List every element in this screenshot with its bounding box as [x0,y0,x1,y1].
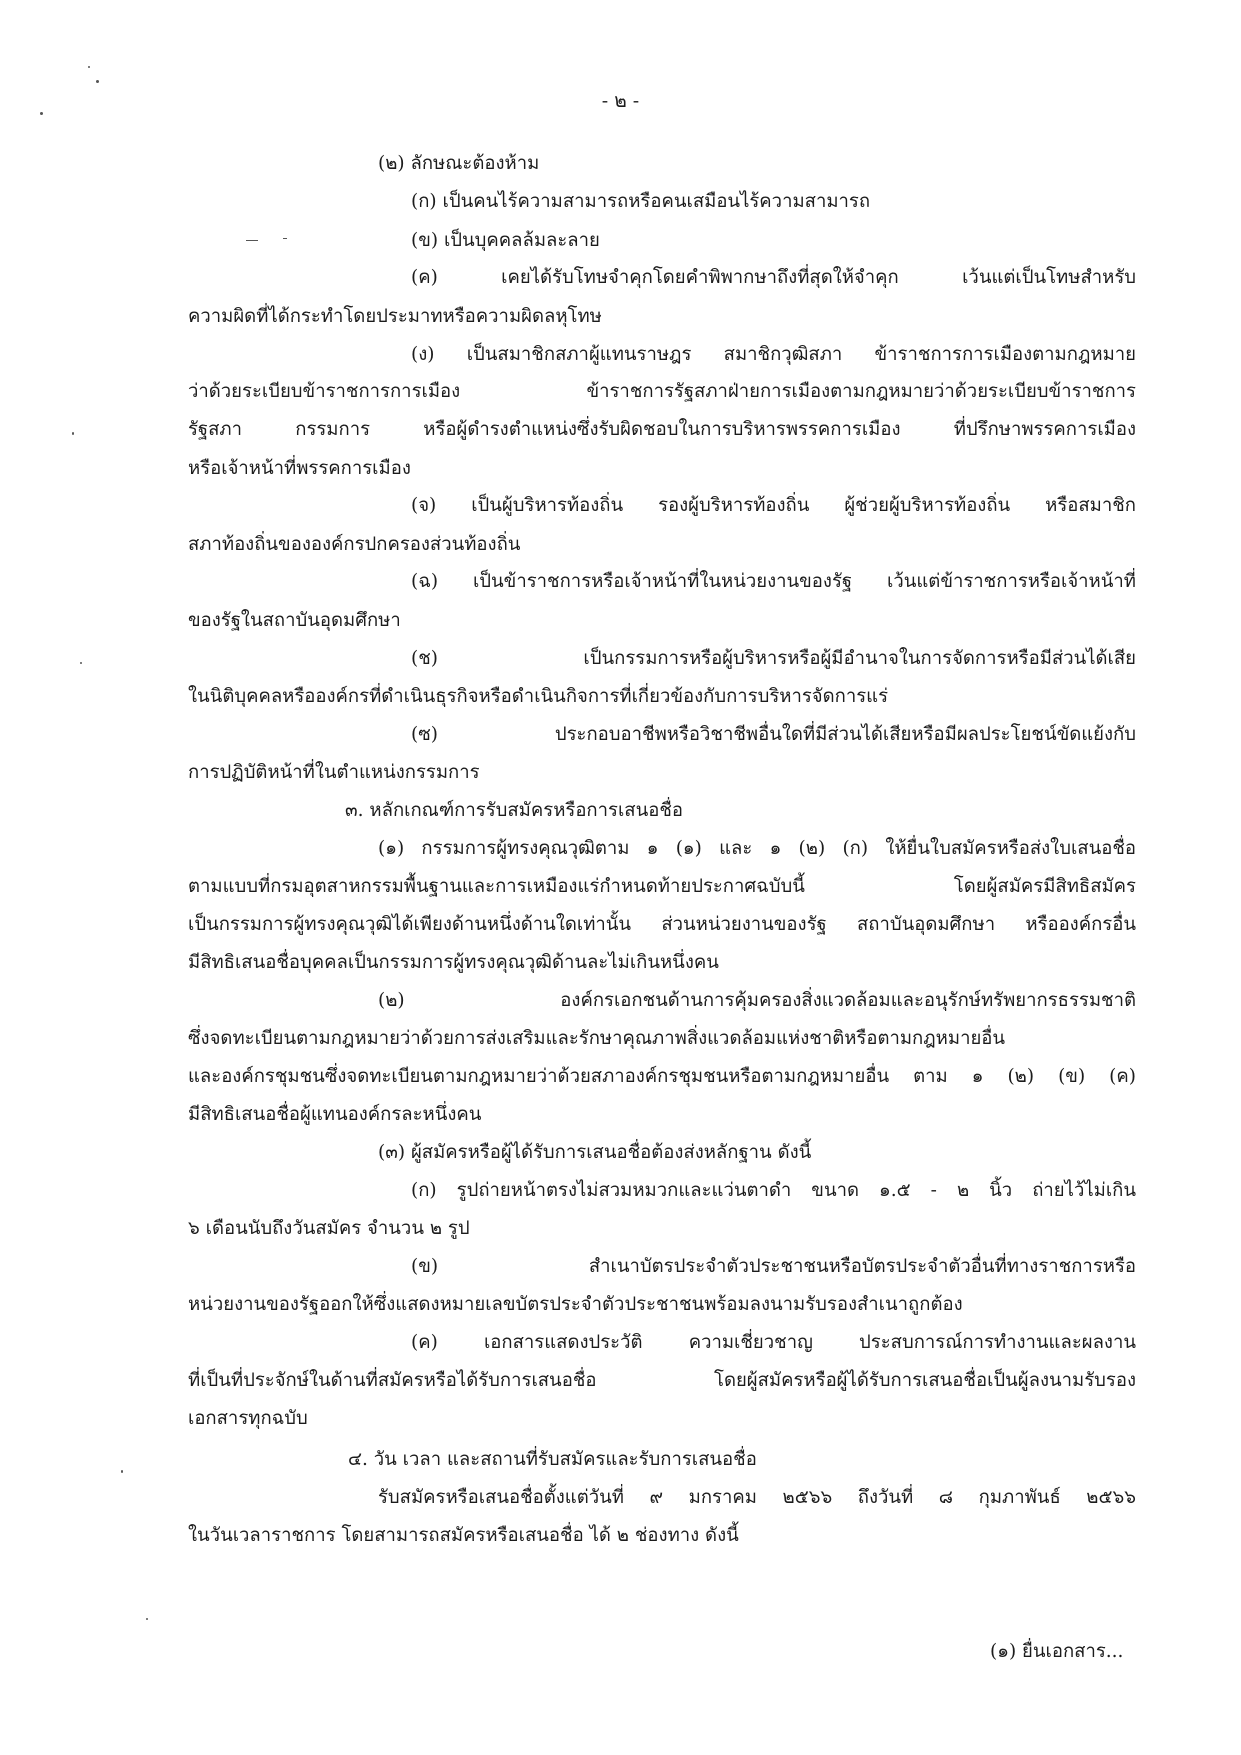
scan-speck [96,80,99,83]
item-b: (ข) เป็นบุคคลล้มละลาย [411,230,600,251]
section-3-3-c-line2: ที่เป็นที่ประจักษ์ในด้านที่สมัครหรือได้รับการเสนอชื่อ โดยผู้สมัครหรือผู้ได้รับการเสนอชื่อเป็นผู้ลงนามรับรอง [188,1370,1136,1391]
section-3-2-line3: และองค์กรชุมชนซึ่งจดทะเบียนตามกฎหมายว่าด้วยสภาองค์กรชุมชนหรือตามกฎหมายอื่น ตาม ๑ (๒) (ข) (ค) [188,1066,1136,1087]
section-4-line2: ในวันเวลาราชการ โดยสามารถสมัครหรือเสนอชื่อ ได้ ๒ ช่องทาง ดังนี้ [188,1525,739,1546]
scan-speck [80,662,82,664]
item-c-line2: ความผิดที่ได้กระทำโดยประมาทหรือความผิดลหุโทษ [188,306,602,327]
item-d-line3: รัฐสภา กรรมการ หรือผู้ดำรงตำแหน่งซึ่งรับผิดชอบในการบริหารพรรคการเมือง ที่ปรึกษาพรรคการเมือง [188,419,1136,440]
section-3-2-line2: ซึ่งจดทะเบียนตามกฎหมายว่าด้วยการส่งเสริมและรักษาคุณภาพสิ่งแวดล้อมแห่งชาติหรือตามกฎหมายอื่น [188,1028,1006,1049]
section-3-2-line4: มีสิทธิเสนอชื่อผู้แทนองค์กรละหนึ่งคน [188,1104,482,1125]
section-3-3-a-line1: (ก) รูปถ่ายหน้าตรงไม่สวมหมวกและแว่นตาดำ ขนาด ๑.๕ - ๒ นิ้ว ถ่ายไว้ไม่เกิน [411,1180,1136,1201]
section-3-3-c-line3: เอกสารทุกฉบับ [188,1408,308,1429]
item-a: (ก) เป็นคนไร้ความสามารถหรือคนเสมือนไร้ความสามารถ [411,191,871,212]
scan-speck [121,1470,123,1473]
item-g-line2: ในนิติบุคคลหรือองค์กรที่ดำเนินธุรกิจหรือดำเนินกิจการที่เกี่ยวข้องกับการบริหารจัดการแร่ [188,686,889,707]
item-g-line1: (ช) เป็นกรรมการหรือผู้บริหารหรือผู้มีอำนาจในการจัดการหรือมีส่วนได้เสีย [411,648,1136,669]
scan-speck [146,1618,148,1620]
section-3-3-a-line2: ๖ เดือนนับถึงวันสมัคร จำนวน ๒ รูป [188,1218,470,1239]
scan-speck [88,66,90,68]
section-3-3-c-line1: (ค) เอกสารแสดงประวัติ ความเชี่ยวชาญ ประสบการณ์การทำงานและผลงาน [411,1332,1136,1353]
item-h-line2: การปฏิบัติหน้าที่ในตำแหน่งกรรมการ [188,762,480,783]
item-d-line4: หรือเจ้าหน้าที่พรรคการเมือง [188,458,411,479]
item-e-line1: (จ) เป็นผู้บริหารท้องถิ่น รองผู้บริหารท้องถิ่น ผู้ช่วยผู้บริหารท้องถิ่น หรือสมาชิก [411,495,1136,516]
section-3-3-heading: (๓) ผู้สมัครหรือผู้ได้รับการเสนอชื่อต้องส่งหลักฐาน ดังนี้ [378,1142,812,1163]
page-number: - ๒ - [601,90,640,112]
section-3-3-b-line1: (ข) สำเนาบัตรประจำตัวประชาชนหรือบัตรประจำตัวอื่นที่ทางราชการหรือ [411,1256,1136,1277]
item-h-line1: (ซ) ประกอบอาชีพหรือวิชาชีพอื่นใดที่มีส่วนได้เสียหรือมีผลประโยชน์ขัดแย้งกับ [411,724,1136,745]
section-3-heading: ๓. หลักเกณฑ์การรับสมัครหรือการเสนอชื่อ [345,800,683,821]
section-3-1-line4: มีสิทธิเสนอชื่อบุคคลเป็นกรรมการผู้ทรงคุณวุฒิด้านละไม่เกินหนึ่งคน [188,952,719,973]
section-3-1-line3: เป็นกรรมการผู้ทรงคุณวุฒิได้เพียงด้านหนึ่งด้านใดเท่านั้น ส่วนหน่วยงานของรัฐ สถาบันอุดมศึกษา หรือองค์กรอื่น [188,914,1136,935]
scan-speck [246,240,258,241]
item-f-line2: ของรัฐในสถาบันอุดมศึกษา [188,610,401,631]
item-d-line2: ว่าด้วยระเบียบข้าราชการการเมือง ข้าราชการรัฐสภาฝ่ายการเมืองตามกฎหมายว่าด้วยระเบียบข้าราชการ [188,381,1136,402]
section-3-3-b-line2: หน่วยงานของรัฐออกให้ซึ่งแสดงหมายเลขบัตรประจำตัวประชาชนพร้อมลงนามรับรองสำเนาถูกต้อง [188,1294,963,1315]
section-3-1-line2: ตามแบบที่กรมอุตสาหกรรมพื้นฐานและการเหมืองแร่กำหนดท้ายประกาศฉบับนี้ โดยผู้สมัครมีสิทธิสมัคร [188,876,1136,897]
item-e-line2: สภาท้องถิ่นขององค์กรปกครองส่วนท้องถิ่น [188,534,521,555]
section-4-heading: ๔. วัน เวลา และสถานที่รับสมัครและรับการเสนอชื่อ [348,1449,757,1470]
section-4-line1: รับสมัครหรือเสนอชื่อตั้งแต่วันที่ ๙ มกราคม ๒๕๖๖ ถึงวันที่ ๘ กุมภาพันธ์ ๒๕๖๖ [378,1487,1136,1508]
scan-speck [40,112,43,115]
continuation-marker: (๑) ยื่นเอกสาร... [990,1641,1124,1662]
scan-speck [283,238,287,239]
item-f-line1: (ฉ) เป็นข้าราชการหรือเจ้าหน้าที่ในหน่วยงานของรัฐ เว้นแต่ข้าราชการหรือเจ้าหน้าที่ [411,571,1136,592]
item-d-line1: (ง) เป็นสมาชิกสภาผู้แทนราษฎร สมาชิกวุฒิสภา ข้าราชการการเมืองตามกฎหมาย [411,344,1136,365]
item-c-line1: (ค) เคยได้รับโทษจำคุกโดยคำพิพากษาถึงที่สุดให้จำคุก เว้นแต่เป็นโทษสำหรับ [411,267,1136,288]
scan-speck [72,432,74,435]
section-3-2-line1: (๒) องค์กรเอกชนด้านการคุ้มครองสิ่งแวดล้อมและอนุรักษ์ทรัพยากรธรรมชาติ [378,990,1136,1011]
section-2-2-heading: (๒) ลักษณะต้องห้าม [378,153,540,174]
section-3-1-line1: (๑) กรรมการผู้ทรงคุณวุฒิตาม ๑ (๑) และ ๑ (๒) (ก) ให้ยื่นใบสมัครหรือส่งใบเสนอชื่อ [378,838,1136,859]
